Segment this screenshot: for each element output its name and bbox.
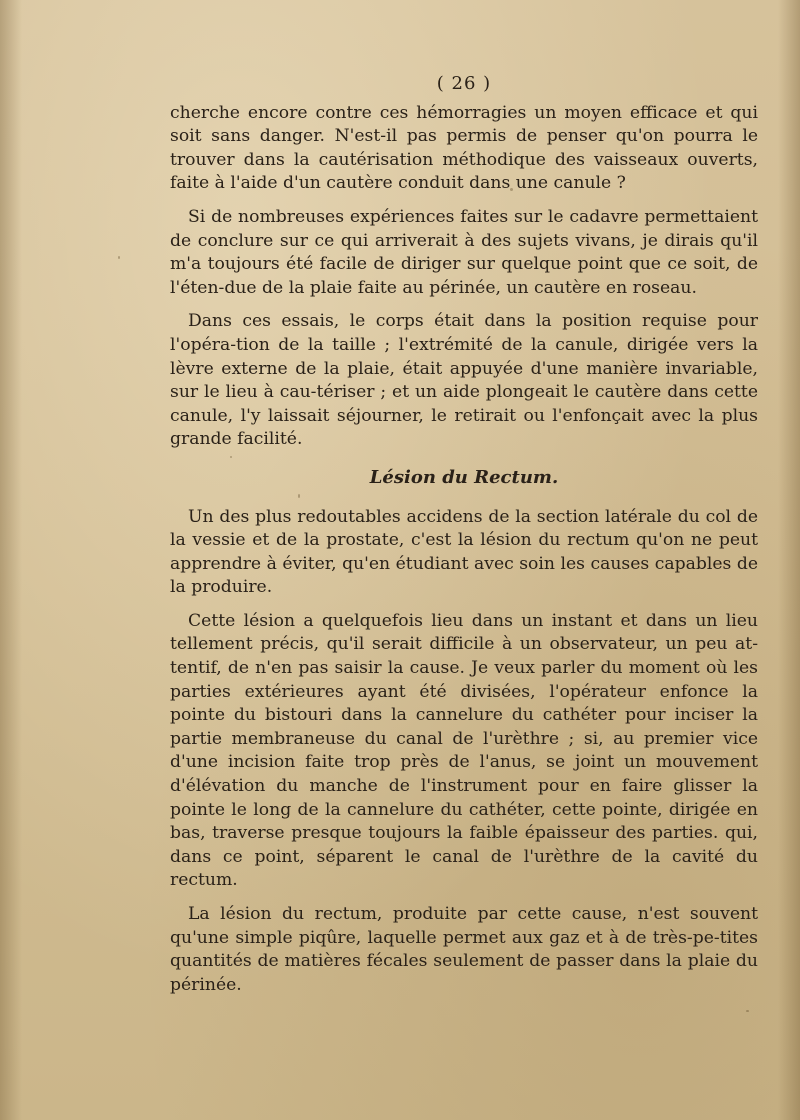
paper-speck bbox=[746, 1010, 749, 1012]
page-edge-shadow-right bbox=[778, 0, 800, 1120]
page-number: ( 26 ) bbox=[436, 73, 492, 94]
paragraph: cherche encore contre ces hémorragies un moyen efficace et qui soit sans danger. N'est-il pas permis de penser qu'on pourra le trouver dans la cautérisation méthodique des vaisseaux ouverts, faite à l'aide d'un cautère conduit dans une canule ? bbox=[170, 102, 758, 194]
page-edge-shadow-left bbox=[0, 0, 22, 1120]
paragraph: Dans ces essais, le corps était dans la position requise pour l'opéra-tion de la taille ; l'extrémité de la canule, dirigée vers la lèvre externe de la plaie, était appuyée d'une manière invariable, sur le lieu à cau-tériser ; et un aide plongeait le cautère dans cette canule, l'y laissait séjourner, le retirait ou l'enfonçait avec la plus grande facilité. bbox=[170, 311, 758, 450]
text-block bbox=[170, 72, 758, 1007]
paper-speck bbox=[118, 256, 120, 259]
paragraph: La lésion du rectum, produite par cette cause, n'est souvent qu'une simple piqûre, laquelle permet aux gaz et à de très-pe-tites quantités de matières fécales seulement de passer dans la plaie du périnée. bbox=[170, 904, 758, 995]
paragraph: Un des plus redoutables accidens de la section latérale du col de la vessie et de la prostate, c'est la lésion du rectum qu'on ne peut apprendre à éviter, qu'en étudiant avec soin les causes capables de la produire. bbox=[170, 506, 758, 598]
section-heading: Lésion du Rectum. bbox=[369, 466, 559, 488]
paragraph: Cette lésion a quelquefois lieu dans un instant et dans un lieu tellement précis, qu'il serait difficile à un observateur, un peu at-tentif, de n'en pas saisir la cause. Je veux parler du moment où les parties extérieures ayant été divisées, l'opérateur enfonce la pointe du bistouri dans la cannelure du cathéter pour inciser la partie membraneuse du canal de l'urèthre ; si, au premier vice d'une incision faite trop près de l'anus, se joint un mouvement d'élévation du manche de l'instrument pour en faire glisser la pointe le long de la cannelure du cathéter, cette pointe, dirigée en bas, traverse presque toujours la faible épaisseur des parties. qui, dans ce point, séparent le canal de l'urèthre de la cavité du rectum. bbox=[170, 610, 758, 891]
paragraph: Si de nombreuses expériences faites sur le cadavre permettaient de conclure sur ce qui arriverait à des sujets vivans, je dirais qu'il m'a toujours été facile de diriger sur quelque point que ce soit, de l'éten-due de la plaie faite au périnée, un cautère en roseau. bbox=[170, 206, 758, 298]
